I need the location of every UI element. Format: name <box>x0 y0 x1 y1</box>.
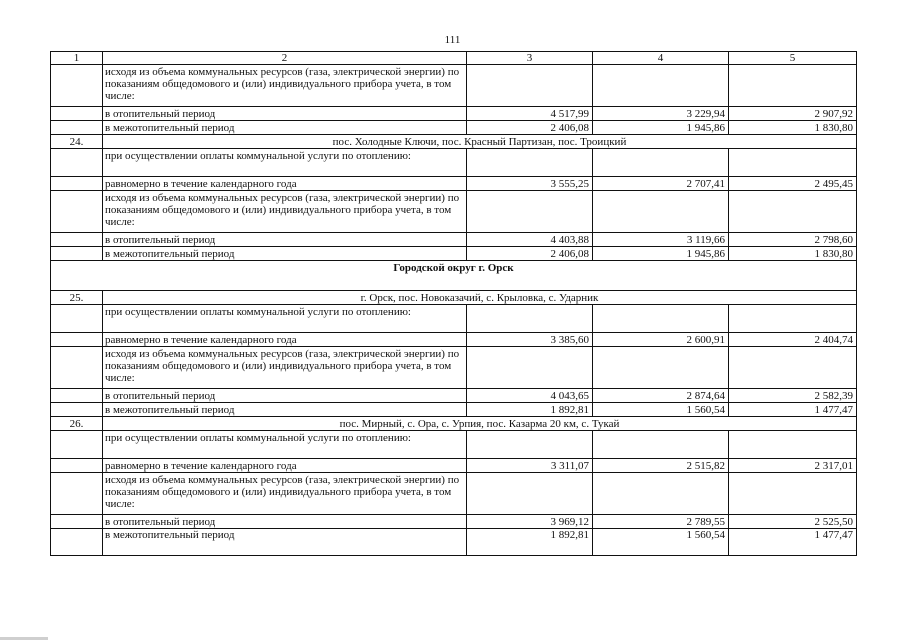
tariff-value-col5: 2 495,45 <box>729 177 857 191</box>
value-cell <box>729 347 857 389</box>
value-cell <box>729 149 857 177</box>
tariff-value-col5: 2 582,39 <box>729 389 857 403</box>
row-number-cell <box>51 191 103 233</box>
tariff-value-col5: 2 525,50 <box>729 515 857 529</box>
table-row <box>51 459 857 473</box>
tariff-value-col4: 1 945,86 <box>593 247 729 261</box>
row-number-cell <box>51 107 103 121</box>
section-title: пос. Холодные Ключи, пос. Красный Партизан, пос. Троицкий <box>103 135 857 149</box>
row-number-cell <box>51 233 103 247</box>
row-number-cell <box>51 459 103 473</box>
table-row <box>51 431 857 459</box>
section-title: г. Орск, пос. Новоказачий, с. Крыловка, с. Ударник <box>103 291 857 305</box>
tariff-value-col4: 2 707,41 <box>593 177 729 191</box>
tariff-value-col4: 2 874,64 <box>593 389 729 403</box>
row-label: в межотопительный период <box>103 403 467 417</box>
district-row <box>51 261 857 277</box>
row-label: равномерно в течение календарного года <box>103 459 467 473</box>
table-row <box>51 473 857 515</box>
value-cell <box>593 65 729 107</box>
row-label: в отопительный период <box>103 389 467 403</box>
row-label: при осуществлении оплаты коммунальной услуги по отоплению: <box>103 149 467 177</box>
row-number-cell <box>51 305 103 333</box>
row-number-cell <box>51 149 103 177</box>
row-number-cell <box>51 403 103 417</box>
tariff-value-col5: 2 404,74 <box>729 333 857 347</box>
value-cell <box>467 65 593 107</box>
table-row <box>51 305 857 333</box>
tariff-table <box>50 51 857 556</box>
row-label: в отопительный период <box>103 107 467 121</box>
value-cell <box>729 431 857 459</box>
tariff-value-col4: 1 560,54 <box>593 529 729 556</box>
tariff-value-col3: 2 406,08 <box>467 247 593 261</box>
row-label: в отопительный период <box>103 233 467 247</box>
row-number-cell <box>51 529 103 556</box>
tariff-value-col4: 3 229,94 <box>593 107 729 121</box>
column-header: 4 <box>593 52 729 65</box>
row-label: в межотопительный период <box>103 247 467 261</box>
tariff-value-col5: 1 477,47 <box>729 529 857 556</box>
table-row <box>51 149 857 177</box>
row-label: в межотопительный период <box>103 529 467 556</box>
tariff-value-col5: 1 830,80 <box>729 247 857 261</box>
tariff-value-col3: 1 892,81 <box>467 529 593 556</box>
tariff-value-col4: 3 119,66 <box>593 233 729 247</box>
value-cell <box>729 305 857 333</box>
value-cell <box>593 305 729 333</box>
value-cell <box>729 65 857 107</box>
value-cell <box>593 347 729 389</box>
tariff-value-col3: 4 517,99 <box>467 107 593 121</box>
table-row <box>51 65 857 107</box>
section-row <box>51 417 857 431</box>
value-cell <box>593 473 729 515</box>
column-header: 1 <box>51 52 103 65</box>
table-row <box>51 177 857 191</box>
table-row <box>51 347 857 389</box>
row-number-cell <box>51 177 103 191</box>
row-number-cell <box>51 121 103 135</box>
value-cell <box>729 473 857 515</box>
row-label: исходя из объема коммунальных ресурсов (газа, электрической энергии) по показаниям общедомового и (или) индивидуального прибора учета, в том числе: <box>103 191 467 233</box>
value-cell <box>467 347 593 389</box>
value-cell <box>593 431 729 459</box>
row-label: исходя из объема коммунальных ресурсов (газа, электрической энергии) по показаниям общедомового и (или) индивидуального прибора учета, в том числе: <box>103 347 467 389</box>
table-row <box>51 107 857 121</box>
row-label: в отопительный период <box>103 515 467 529</box>
column-header: 3 <box>467 52 593 65</box>
tariff-value-col5: 2 907,92 <box>729 107 857 121</box>
tariff-value-col3: 1 892,81 <box>467 403 593 417</box>
tariff-table-body <box>51 52 857 556</box>
tariff-value-col3: 3 311,07 <box>467 459 593 473</box>
tariff-value-col5: 1 477,47 <box>729 403 857 417</box>
tariff-value-col3: 3 969,12 <box>467 515 593 529</box>
tariff-value-col3: 4 403,88 <box>467 233 593 247</box>
table-row <box>51 191 857 233</box>
section-row <box>51 135 857 149</box>
table-row <box>51 233 857 247</box>
section-number: 26. <box>51 417 103 431</box>
row-label: исходя из объема коммунальных ресурсов (газа, электрической энергии) по показаниям общедомового и (или) индивидуального прибора учета, в том числе: <box>103 473 467 515</box>
section-title: пос. Мирный, с. Ора, с. Урпия, пос. Казарма 20 км, с. Тукай <box>103 417 857 431</box>
row-label: в межотопительный период <box>103 121 467 135</box>
row-number-cell <box>51 65 103 107</box>
tariff-value-col4: 2 515,82 <box>593 459 729 473</box>
tariff-value-col4: 1 945,86 <box>593 121 729 135</box>
district-spacer-row <box>51 276 857 291</box>
section-number: 25. <box>51 291 103 305</box>
page-number: 111 <box>444 34 461 46</box>
value-cell <box>467 191 593 233</box>
column-header: 5 <box>729 52 857 65</box>
tariff-value-col5: 2 317,01 <box>729 459 857 473</box>
row-label: равномерно в течение календарного года <box>103 177 467 191</box>
row-number-cell <box>51 347 103 389</box>
tariff-value-col5: 1 830,80 <box>729 121 857 135</box>
value-cell <box>729 191 857 233</box>
row-label: при осуществлении оплаты коммунальной услуги по отоплению: <box>103 431 467 459</box>
tariff-value-col3: 2 406,08 <box>467 121 593 135</box>
table-row <box>51 333 857 347</box>
value-cell <box>467 431 593 459</box>
tariff-value-col3: 4 043,65 <box>467 389 593 403</box>
spacer-cell <box>51 276 857 291</box>
row-number-cell <box>51 515 103 529</box>
value-cell <box>593 149 729 177</box>
column-header: 2 <box>103 52 467 65</box>
value-cell <box>467 149 593 177</box>
row-label: исходя из объема коммунальных ресурсов (газа, электрической энергии) по показаниям общедомового и (или) индивидуального прибора учета, в том числе: <box>103 65 467 107</box>
row-label: равномерно в течение календарного года <box>103 333 467 347</box>
tariff-value-col4: 1 560,54 <box>593 403 729 417</box>
section-number: 24. <box>51 135 103 149</box>
row-number-cell <box>51 431 103 459</box>
section-row <box>51 291 857 305</box>
table-row <box>51 515 857 529</box>
row-number-cell <box>51 333 103 347</box>
table-row <box>51 403 857 417</box>
table-row <box>51 389 857 403</box>
district-title: Городской округ г. Орск <box>51 261 857 277</box>
row-number-cell <box>51 247 103 261</box>
table-row <box>51 247 857 261</box>
row-number-cell <box>51 389 103 403</box>
tariff-value-col4: 2 789,55 <box>593 515 729 529</box>
table-row <box>51 529 857 556</box>
row-label: при осуществлении оплаты коммунальной услуги по отоплению: <box>103 305 467 333</box>
tariff-value-col5: 2 798,60 <box>729 233 857 247</box>
tariff-value-col3: 3 555,25 <box>467 177 593 191</box>
value-cell <box>467 473 593 515</box>
tariff-value-col4: 2 600,91 <box>593 333 729 347</box>
value-cell <box>593 191 729 233</box>
tariff-value-col3: 3 385,60 <box>467 333 593 347</box>
value-cell <box>467 305 593 333</box>
row-number-cell <box>51 473 103 515</box>
column-header-row <box>51 52 857 65</box>
table-row <box>51 121 857 135</box>
